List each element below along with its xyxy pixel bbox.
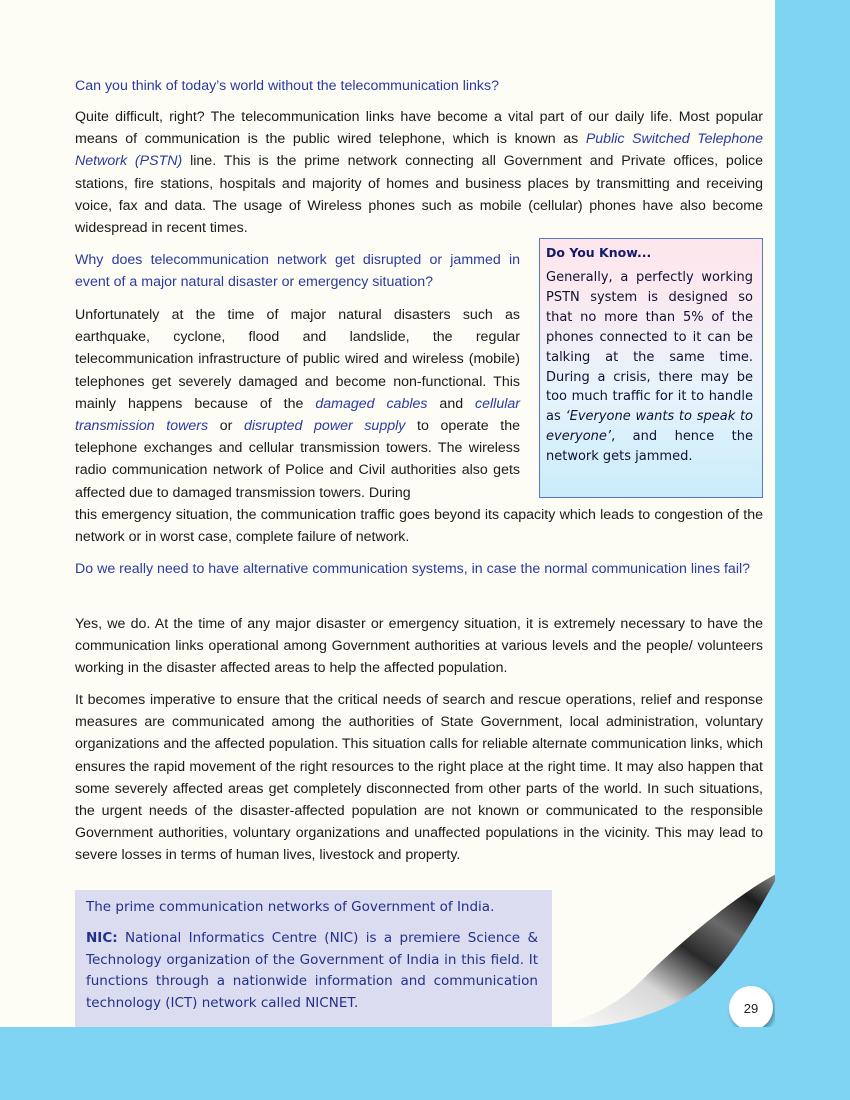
paragraph-answer-yes: Yes, we do. At the time of any major disaster or emergency situation, it is extremely necessary to have the communication links operational among Government authorities at various levels and the people/ volunteers working in the disaster affected areas to help the affected population. xyxy=(75,616,763,677)
pstn-text-a: Quite difficult, right? The telecommunication links have become a vital part of our daily life. Most popular means of communication is the public wired telephone, which is known as xyxy=(75,109,763,148)
term-power-supply: disrupted power supply xyxy=(244,418,406,435)
paragraph-pstn-intro xyxy=(75,106,763,239)
page-number: 29 xyxy=(729,986,773,1027)
do-you-know-quote: ‘Everyone wants to speak to everyone’ xyxy=(546,409,754,445)
bottom-frame-band xyxy=(0,1027,850,1100)
do-you-know-text-b: , and hence the network gets jammed. xyxy=(546,429,753,465)
do-you-know-text-a: Generally, a perfectly working PSTN system is designed so that no more than 5% of the phones connected to it can be talking at the same time. During a crisis, there may be too much traffic for it to handle as xyxy=(546,270,753,425)
disruption-text-d: to operate the telephone exchanges and cellular transmission towers. The wireless radio communication network of Police and Civil authorities also gets affected due to damaged transmission towers. During xyxy=(75,418,521,501)
nic-description: National Informatics Centre (NIC) is a premiere Science & Technology organization of the Government of India in this field. It functions through a nationwide information and communication technology (ICT) network called NICNET. xyxy=(86,930,538,1011)
pstn-text-b: line. This is the prime network connecting all Government and Private offices, police stations, fire stations, hospitals and majority of homes and business places by transmitting and receiving voice, fax and data. The usage of Wireless phones such as mobile (cellular) phones have also become widespread in recent times. xyxy=(75,153,764,237)
nic-info-box xyxy=(75,890,552,1027)
question-alternative-systems: Do we really need to have alternative communication systems, in case the normal communication lines fail? xyxy=(75,561,751,577)
pstn-term: Public Switched Telephone Network (PSTN) xyxy=(75,131,763,170)
question-disruption: Why does telecommunication network get disrupted or jammed in event of a major natural disaster or emergency situation? xyxy=(75,252,520,291)
nic-label: NIC: xyxy=(86,930,118,946)
do-you-know-title: Do You Know... xyxy=(546,245,652,260)
term-damaged-cables: damaged cables xyxy=(315,395,428,412)
do-you-know-box xyxy=(539,238,763,498)
right-frame-band xyxy=(775,0,850,1100)
term-cellular-towers: cellular transmission towers xyxy=(75,395,520,435)
disruption-text-a: Unfortunately at the time of major natural disasters such as earthquake, cyclone, flood and landslide, the regular telecommunication infrastructure of public wired and wireless (mobile) telephones get severely damaged and become non-functional. This mainly happens because of the xyxy=(75,307,520,412)
paragraph-disruption xyxy=(75,304,520,504)
disruption-text-b: and xyxy=(427,395,476,412)
nic-box-body xyxy=(86,928,538,1014)
nic-box-title: The prime communication networks of Government of India. xyxy=(86,899,495,915)
paragraph-disruption-continued: this emergency situation, the communication traffic goes beyond its capacity which leads to congestion of the network or in worst case, complete failure of network. xyxy=(75,507,763,546)
paragraph-critical-needs: It becomes imperative to ensure that the critical needs of search and rescue operations, relief and response measures are communicated among the authorities of State Government, local administration, voluntary organizations and the affected population. This situation calls for reliable alternate communication links, which ensures the rapid movement of the right resources to the right place at the right time. It may also happen that some severely affected areas get completely disconnected from other parts of the world. In such situations, the urgent needs of the disaster-affected population are not known or communicated to the responsible Government authorities, voluntary organizations and unaffected populations in the vicinity. This may lead to severe losses in terms of human lives, livestock and property. xyxy=(75,692,763,864)
do-you-know-body xyxy=(546,268,753,467)
question-telecom-world: Can you think of today’s world without the telecommunication links? xyxy=(75,78,500,94)
disruption-text-c: or xyxy=(208,418,245,435)
